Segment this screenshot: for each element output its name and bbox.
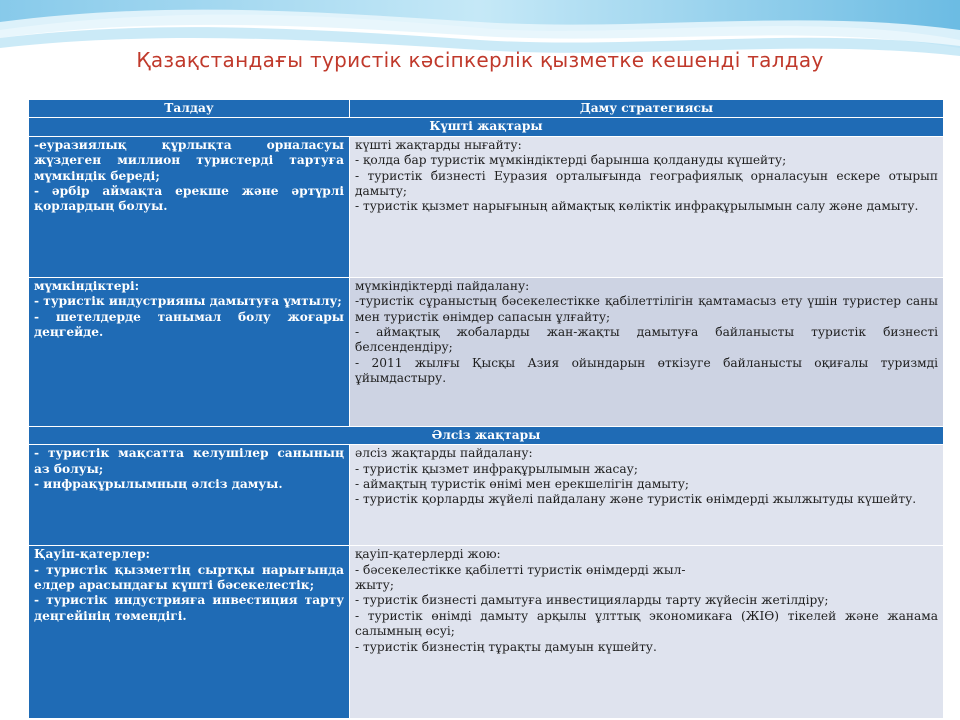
cell-line: - туристік мақсатта келушілер санының аз болуы; bbox=[34, 446, 344, 476]
cell-line: -еуразиялық құрлықта орналасуы жүздеген миллион туристерді тартуға мүмкіндік береді; bbox=[34, 137, 344, 183]
cell-line: - туристік индустрияны дамытуға ұмтылу; bbox=[34, 294, 342, 309]
threats-strategy-cell bbox=[350, 546, 944, 719]
cell-line: - туристік индустрияға инвестиция тарту деңгейінің төмендігі. bbox=[34, 593, 344, 623]
cell-line: - қолда бар туристік мүмкіндіктерді барынша қолдануды күшейту; bbox=[355, 153, 787, 168]
cell-line: - аймақтың туристік өнімі мен ерекшелігін дамыту; bbox=[355, 477, 690, 492]
cell-line: Қауіп-қатерлер: bbox=[34, 547, 151, 562]
opportunities-strategy-cell bbox=[350, 277, 944, 426]
cell-line: - инфрақұрылымның әлсіз дамуы. bbox=[34, 477, 283, 492]
cell-line: - туристік бизнесті дамытуға инвестицияларды тарту жүйесін жетілдіру; bbox=[355, 593, 829, 608]
analysis-table bbox=[28, 99, 944, 719]
cell-line: мүмкіндіктері: bbox=[34, 278, 140, 293]
cell-line: -туристік сұраныстың бәсекелестікке қабілеттілігін қамтамасыз ету үшін туристер саны мен туристік өнімдер сапасын ұлғайту; bbox=[355, 294, 938, 324]
table-row bbox=[29, 546, 944, 719]
section-row-strengths bbox=[29, 118, 944, 136]
cell-line: мүмкіндіктерді пайдалану: bbox=[355, 278, 530, 293]
cell-line: - туристік қорларды жүйелі пайдалану және туристік өнімдерді жылжытуды күшейту. bbox=[355, 492, 917, 507]
strengths-strategy-cell bbox=[350, 136, 944, 277]
cell-line: күшті жақтарды нығайту: bbox=[355, 137, 522, 152]
cell-line: - туристік бизнестің тұрақты дамуын күшейту. bbox=[355, 639, 657, 654]
cell-line: - бәсекелестікке қабілетті туристік өнімдерді жыл- bbox=[355, 562, 686, 577]
slide-title: Қазақстандағы туристік кәсіпкерлік қызметке кешенді талдау bbox=[136, 48, 824, 72]
weaknesses-strategy-cell bbox=[350, 445, 944, 546]
cell-line: - туристік қызметтің сыртқы нарығында елдер арасындағы күшті бәсекелестік; bbox=[34, 562, 344, 593]
cell-line: - туристік өнімді дамыту арқылы ұлттық экономикаға (ЖІӨ) тікелей және жанама салымның өсуі; bbox=[355, 608, 938, 639]
threats-cell bbox=[29, 546, 350, 719]
table-row bbox=[29, 277, 944, 426]
cell-line: қауіп-қатерлерді жою: bbox=[355, 547, 501, 562]
cell-line: әлсіз жақтарды пайдалану: bbox=[355, 446, 533, 461]
strengths-cell bbox=[29, 136, 350, 277]
section-label-strengths: Күшті жақтары bbox=[29, 118, 944, 136]
cell-line: жыту; bbox=[355, 578, 394, 593]
cell-line: - туристік бизнесті Еуразия орталығында географиялық орналасуын ескере отырып дамыту; bbox=[355, 168, 938, 199]
cell-line: - 2011 жылғы Қысқы Азия ойындарын өткізуге байланысты оқиғалы туризмді ұйымдастыру. bbox=[355, 355, 938, 386]
header-analysis: Талдау bbox=[29, 100, 350, 118]
section-row-weaknesses bbox=[29, 426, 944, 444]
cell-line: - шетелдерде танымал болу жоғары деңгейде. bbox=[34, 309, 344, 340]
cell-line: - аймақтық жобаларды жан-жақты дамытуға байланысты туристік бизнесті белсендендіру; bbox=[355, 325, 938, 355]
header-strategy: Даму стратегиясы bbox=[350, 100, 944, 118]
cell-line: - әрбір аймақта ерекше және әртүрлі қорлардың болуы. bbox=[34, 184, 344, 214]
table-row bbox=[29, 136, 944, 277]
cell-line: - туристік қызмет нарығының аймақтық көліктік инфрақұрылымын салу және дамыту. bbox=[355, 199, 919, 214]
section-label-weaknesses: Әлсіз жақтары bbox=[29, 426, 944, 444]
cell-line: - туристік қызмет инфрақұрылымын жасау; bbox=[355, 461, 638, 476]
opportunities-cell bbox=[29, 277, 350, 426]
table-row bbox=[29, 445, 944, 546]
table-header-row bbox=[29, 100, 944, 118]
weaknesses-cell bbox=[29, 445, 350, 546]
